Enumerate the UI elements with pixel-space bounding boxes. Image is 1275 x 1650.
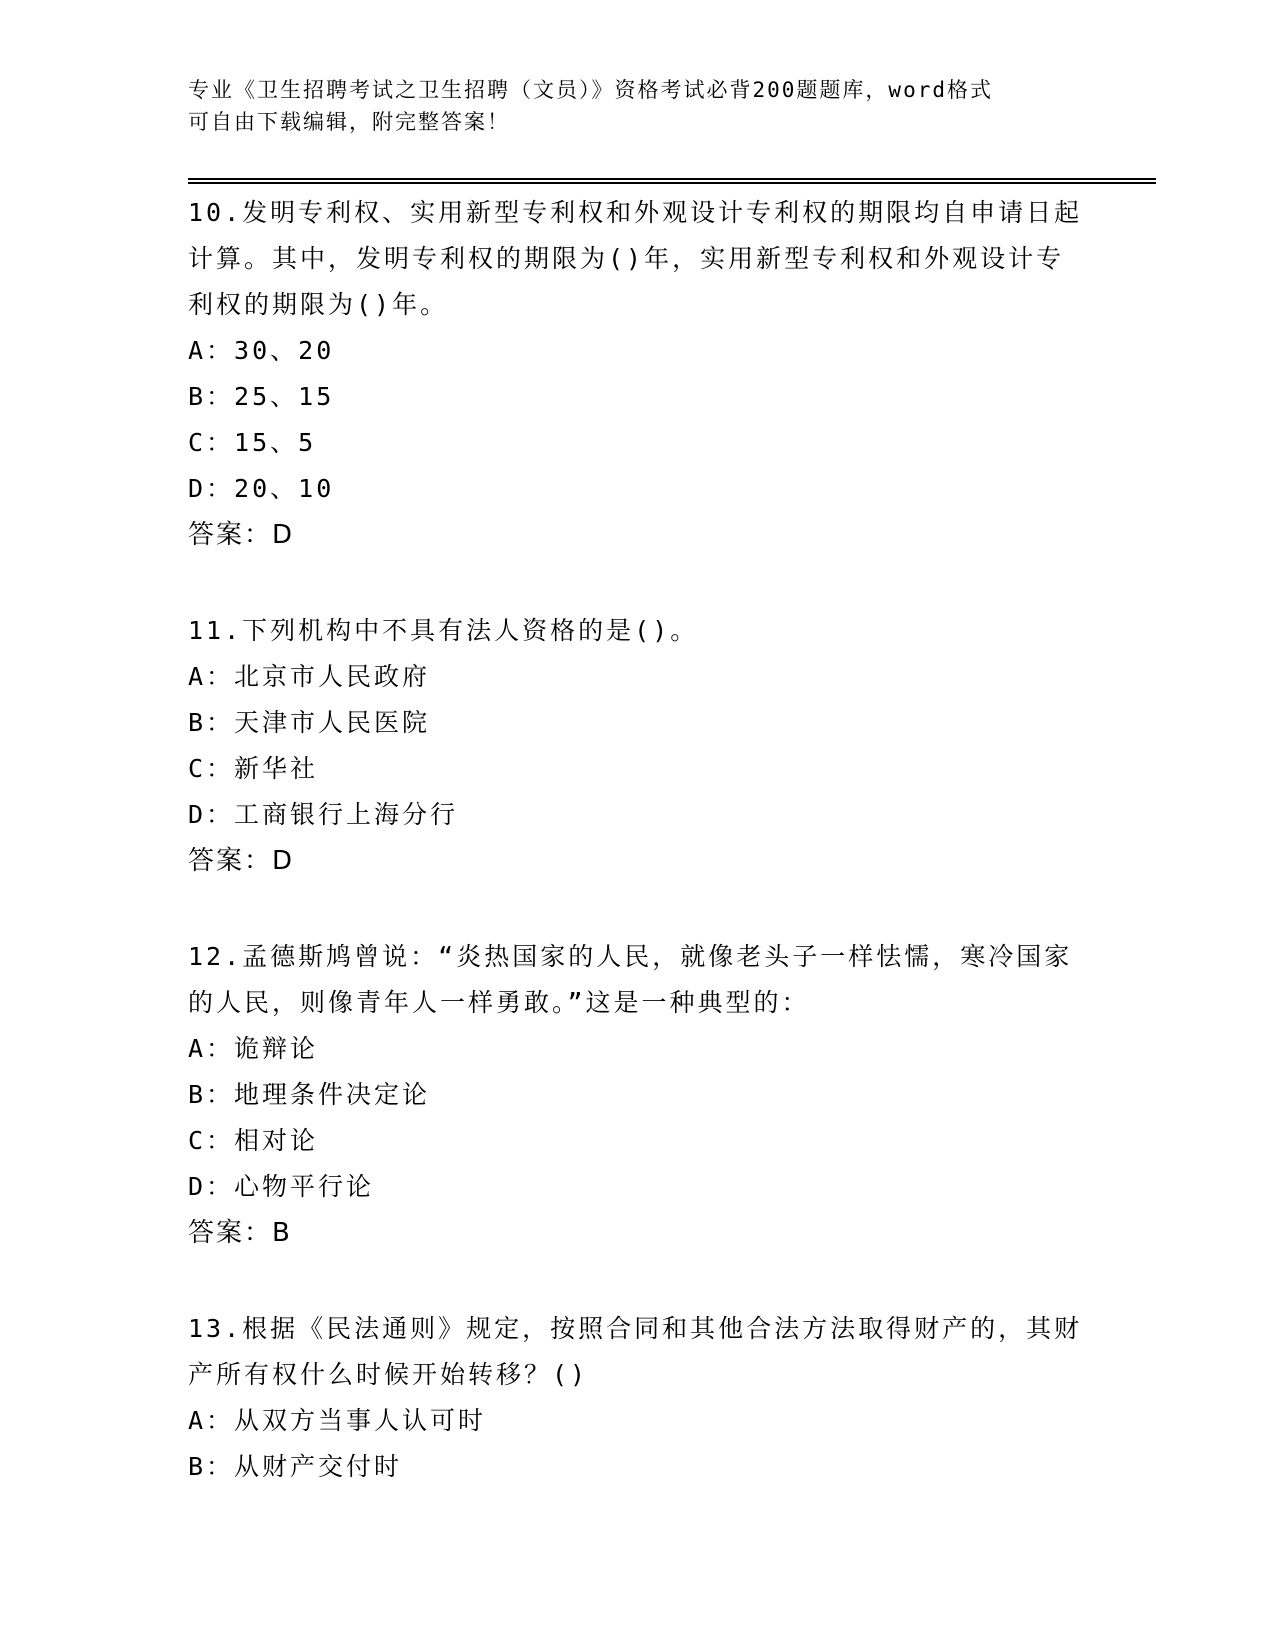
option-d: D：20、10 (188, 474, 335, 503)
option-b: B：地理条件决定论 (188, 1080, 431, 1109)
header-double-rule (188, 178, 1156, 184)
question-text: 11.下列机构中不具有法人资格的是()。 (188, 616, 699, 645)
question-text: 10.发明专利权、实用新型专利权和外观设计专利权的期限均自申请日起计算。其中，发明专利权的期限为()年，实用新型专利权和外观设计专利权的期限为()年。 (188, 198, 1083, 319)
answer-label: 答案：D (188, 846, 295, 876)
option-d: D：工商银行上海分行 (188, 800, 459, 829)
option-d: D：心物平行论 (188, 1172, 375, 1201)
option-b: B：天津市人民医院 (188, 708, 431, 737)
question-12 (188, 934, 1088, 1256)
option-a: A：北京市人民政府 (188, 662, 431, 691)
option-c: C：相对论 (188, 1126, 319, 1155)
option-c: C：新华社 (188, 754, 319, 783)
question-text: 12.孟德斯鸠曾说：“炎热国家的人民，就像老头子一样怯懦，寒冷国家的人民，则像青年人一样勇敢。”这是一种典型的： (188, 942, 1073, 1017)
option-c: C：15、5 (188, 428, 317, 457)
question-11 (188, 608, 1088, 884)
question-text: 13.根据《民法通则》规定，按照合同和其他合法方法取得财产的，其财产所有权什么时候开始转移？() (188, 1314, 1083, 1389)
header-line-1: 专业《卫生招聘考试之卫生招聘（文员）》资格考试必背200题题库，word格式 (188, 78, 993, 102)
option-b: B：从财产交付时 (188, 1452, 403, 1481)
answer-label: 答案：D (188, 520, 295, 550)
option-a: A：30、20 (188, 336, 335, 365)
answer-label: 答案：B (188, 1218, 292, 1248)
header-line-2: 可自由下载编辑，附完整答案！ (188, 110, 510, 134)
option-a: A：诡辩论 (188, 1034, 319, 1063)
question-10 (188, 190, 1088, 558)
option-b: B：25、15 (188, 382, 335, 411)
document-header (188, 74, 1068, 138)
question-list (188, 190, 1088, 1540)
question-13 (188, 1306, 1088, 1490)
option-a: A：从双方当事人认可时 (188, 1406, 487, 1435)
